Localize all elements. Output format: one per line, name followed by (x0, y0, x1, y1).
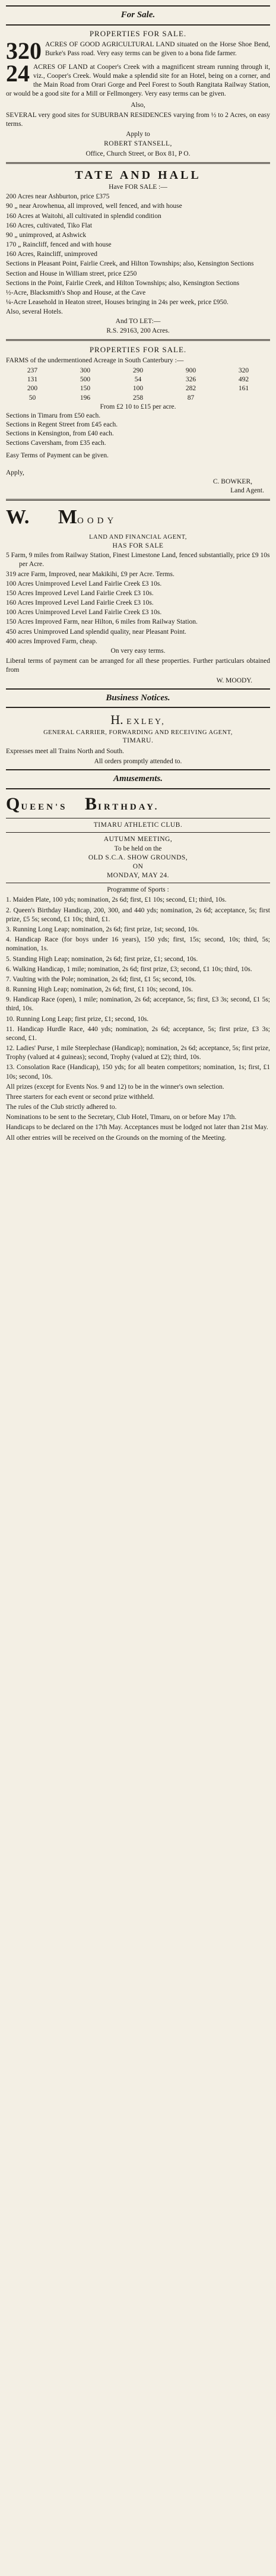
athletic-notes (6, 1083, 270, 1143)
exley-title (6, 711, 270, 728)
bowker-name: C. BOWKER, (212, 478, 252, 486)
tate-hall-list (6, 192, 270, 317)
athletic-event: 7. Vaulting with the Pole; nomination, 2s 6d; first, £1 5s; second, 10s. (6, 975, 196, 983)
athletic-held: To be held on the (114, 845, 162, 852)
bowker-acreage-cell: 200 (27, 385, 38, 393)
business-rule (6, 707, 270, 708)
moody-item: 160 Acres Improved Level Land Fairlie Creek £3 10s. (6, 599, 154, 607)
bowker-acreage-cell: 492 (238, 376, 249, 384)
moody-ad (6, 504, 270, 685)
bowker-acreage-cell (217, 394, 270, 403)
moody-item: 450 acres Unimproved Land splendid quality, near Pleasant Point. (6, 628, 186, 636)
moody-terms: Liberal terms of payment can be arranged for all these properties. Further particulars obtained from (6, 658, 270, 674)
athletic-date: MONDAY, MAY 24. (106, 872, 170, 880)
bowker-section-3: Sections in Kensington, from £40 each. (6, 430, 114, 438)
tate-hall-item: 170 „ Raincliff, fenced and with house (6, 241, 112, 249)
athletic-note: Handicaps to be declared on the 17th May. Acceptances must be lodged not later than 21st May. (6, 1124, 268, 1131)
stansell-ad-title: PROPERTIES FOR SALE. (89, 29, 187, 38)
exley-line-1: GENERAL CARRIER, FORWARDING AND RECEIVING AGENT, (43, 729, 233, 736)
athletic-event: 10. Running Long Leap; first prize, £1; second, 10s. (6, 1015, 149, 1023)
tate-hall-subtitle: Have FOR SALE :— (109, 184, 167, 191)
athletic-event: 13. Consolation Race (Handicap), 150 yds; for all beaten competitors; nomination, 1s; first, £1 10s; second, 10s. (6, 1064, 270, 1080)
bowker-acreage-cell: 258 (132, 394, 144, 402)
bowker-acreage-cell: 150 (80, 385, 91, 393)
tate-hall-item: 160 Acres, Raincliff, unimproved (6, 251, 98, 258)
moody-title (6, 504, 270, 531)
bowker-section-1: Sections in Timaru from £50 each. (6, 412, 101, 419)
bowker-acreage-cell: 100 (132, 385, 144, 393)
moody-sig: W. MOODY. (216, 677, 252, 684)
bowker-acreage-cell: 500 (80, 376, 91, 384)
amusements-header: Amusements. (113, 773, 163, 783)
tate-hall-item: Sections in Pleasant Point, Fairlie Creek, and Hilton Townships; also, Kensington Sections (6, 260, 254, 268)
tate-hall-item: 160 Acres, cultivated, Tiko Flat (6, 222, 93, 229)
bowker-acreage-cell: 161 (238, 385, 249, 393)
bowker-acreage-cell: 237 (27, 367, 38, 375)
divider-5 (6, 769, 270, 770)
bowker-ad (6, 344, 270, 496)
bowker-acreage-row (6, 366, 270, 375)
moody-item: 5 Farm, 9 miles from Railway Station, Finest Limestone Land, fenced substantially, price £9 10s per Acre. (6, 552, 270, 568)
for-sale-header: For Sale. (120, 10, 156, 20)
bowker-acreage-row (6, 375, 270, 384)
moody-item: 400 acres Improved Farm, cheap. (6, 637, 97, 645)
athletic-event: 6. Walking Handicap, 1 mile; nomination, 2s 6d; first prize, £3; second, £1 10s; third, 10s. (6, 965, 252, 973)
athletic-title-queens: UEEN'S (21, 802, 68, 812)
tate-hall-ad (6, 167, 270, 336)
tate-hall-item: 90 „ near Arowhenua, all improved, well fenced, and with house (6, 203, 182, 210)
exley-ad (6, 711, 270, 766)
moody-note: On very easy terms. (110, 647, 166, 655)
stansell-lot-3: SEVERAL very good sites for SUBURBAN RESIDENCES varying from ½ to 2 Acres, on easy terms. (6, 111, 270, 128)
tate-hall-item: Also, several Hotels. (6, 308, 63, 316)
athletic-events (6, 896, 270, 1081)
bowker-intro: FARMS of the undermentioned Acreage in South Canterbury :— (6, 356, 184, 364)
tate-hall-item: 200 Acres near Ashburton, price £375 (6, 193, 110, 201)
stansell-ad (6, 29, 270, 159)
moody-initial-m: M (58, 506, 77, 529)
tate-hall-item: ¼-Acre Leasehold in Heaton street, Houses bringing in 24s per week, price £950. (6, 299, 229, 306)
tate-hall-item: ½-Acre, Blacksmith's Shop and House, at the Cave (6, 289, 146, 296)
business-header: Business Notices. (106, 693, 170, 703)
stansell-lot-1-text: ACRES OF GOOD AGRICULTURAL LAND situated on the Horse Shoe Bend, Burke's Pass road. Very easy terms can be given to a bona fide farmer. (45, 40, 270, 58)
stansell-name: ROBERT STANSELL, (104, 140, 172, 148)
divider-4 (6, 688, 270, 690)
bowker-price: From £2 10 to £15 per acre. (100, 403, 176, 410)
athletic-event: 1. Maiden Plate, 100 yds; nomination, 2s 6d; first, £1 10s; second, £1; third, 10s. (6, 896, 227, 904)
athletic-programme-title: Programme of Sports : (107, 886, 169, 894)
athletic-note: The rules of the Club strictly adhered to. (6, 1104, 117, 1111)
for-sale-rule (6, 24, 270, 26)
moody-item: 150 Acres Improved Farm, near Hilton, 6 miles from Railway Station. (6, 618, 198, 626)
amusements-rule (6, 788, 270, 789)
stansell-lot-2 (6, 59, 270, 99)
stansell-lot-2-text: ACRES OF LAND at Cooper's Creek with a magnificent stream running through it, viz., Cooper's Creek. Would make a splendid site for an Hotel, being on a corner, and the Main Road from Orari Gorge and Peel Forest to South Rangitata Railway Station, or would be a good site for a Mill or Fellmongery. Very easy terms can be given. (6, 63, 270, 98)
exley-name: EXLEY, (126, 718, 166, 727)
athletic-initial-q: Q (6, 794, 21, 814)
tate-hall-item: Sections in the Point, Fairlie Creek, and Hilton Townships; also, Kensington Sections (6, 279, 240, 287)
moody-item: 150 Acres Improved Level Land Fairlie Creek £3 10s. (6, 589, 154, 597)
athletic-event: 9. Handicap Race (open), 1 mile; nomination, 2s 6d; acceptance, 5s; first, £3 3s; second, £1 5s; third, 10s. (6, 996, 270, 1013)
exley-expresses: Expresses meet all Trains North and South. (6, 747, 124, 755)
moody-subtitle: LAND AND FINANCIAL AGENT, (89, 534, 187, 541)
bowker-section-2: Sections in Regent Street from £45 each. (6, 421, 118, 429)
bowker-acreage-cell: 326 (185, 376, 196, 384)
athletic-title-birthday: IRTHDAY. (98, 802, 160, 812)
newspaper-column (0, 0, 276, 1150)
athletic-event: 4. Handicap Race (for boys under 16 years), 150 yds; first, 15s; second, 10s; third, 5s; nomination, 1s. (6, 936, 270, 953)
tate-hall-item: 90 „ unimproved, at Ashwick (6, 231, 87, 239)
bowker-acreage-cell: 290 (132, 367, 144, 375)
bowker-acreage-cell: 900 (185, 367, 196, 375)
bowker-apply: Apply, (6, 469, 24, 476)
athletic-note: Nominations to be sent to the Secretary, Club Hotel, Timaru, on or before May 17th. (6, 1114, 237, 1121)
athletic-ad (6, 792, 270, 1143)
athletic-event: 11. Handicap Hurdle Race, 440 yds; nomination, 2s 6d; acceptance, 5s; first prize, £3 3s; second, £1. (6, 1025, 270, 1042)
bowker-acreage-cell: 300 (80, 367, 91, 375)
divider-2 (6, 339, 270, 341)
athletic-rule-2 (6, 832, 270, 833)
bowker-acreage-cell: 196 (80, 394, 91, 402)
bowker-acreage-row (6, 394, 270, 403)
exley-orders: All orders promptly attended to. (94, 757, 182, 765)
moody-name-rest: OODY (77, 516, 118, 526)
bowker-ad-title: PROPERTIES FOR SALE. (89, 344, 187, 354)
athletic-event: 5. Standing High Leap; nomination, 2s 6d; first prize, £1; second, 10s. (6, 955, 198, 963)
athletic-note: All prizes (except for Events Nos. 9 and 12) to be in the winner's own selection. (6, 1083, 224, 1091)
bowker-role: Land Agent. (230, 487, 264, 495)
moody-initial-w: W. (6, 506, 30, 529)
top-rule (6, 5, 270, 7)
exley-line-2: TIMARU. (122, 737, 154, 745)
bowker-section-4: Sections Caversham, from £35 each. (6, 439, 106, 447)
tate-hall-item: 160 Acres at Waitohi, all cultivated in splendid condition (6, 212, 161, 220)
tate-hall-also: And TO LET:— (115, 318, 161, 325)
tate-hall-item: Section and House in William street, price £250 (6, 270, 137, 277)
athletic-meeting: AUTUMN MEETING, (103, 836, 173, 843)
tate-hall-title: TATE AND HALL (75, 168, 201, 182)
stansell-also: Also, (131, 101, 145, 109)
athletic-event: 12. Ladies' Purse, 1 mile Steeplechase (Handicap); nomination, 2s 6d; acceptance, 5s; first prize, Trophy (valued at 4 guineas); second, Trophy (valued at £2); third, 10s. (6, 1045, 270, 1061)
bowker-acreage-cell: 131 (27, 376, 38, 384)
bowker-acreage-cell: 50 (28, 394, 36, 402)
athletic-note: Three starters for each event or second prize withheld. (6, 1093, 155, 1101)
stansell-lot-1 (6, 37, 270, 64)
athletic-note: All other entries will be received on the Grounds on the morning of the Meeting. (6, 1134, 227, 1142)
athletic-event: 2. Queen's Birthday Handicap, 200, 300, and 440 yds; nomination, 2s 6d; acceptance, 5s; first prize, £5 5s; second, £1 10s; third, £1. (6, 906, 270, 923)
bowker-terms: Easy Terms of Payment can be given. (6, 451, 109, 459)
stansell-lot-2-number: 24 (6, 59, 30, 87)
moody-list (6, 551, 270, 646)
moody-has: HAS FOR SALE (112, 542, 164, 550)
bowker-acreage-cell: 282 (185, 385, 196, 393)
athletic-initial-b: B (85, 794, 99, 814)
divider-3 (6, 499, 270, 501)
athletic-title (6, 792, 270, 816)
athletic-event: 3. Running Long Leap; nomination, 2s 6d; first prize, 1st; second, 10s. (6, 926, 199, 933)
moody-item: 100 Acres Unimproved Level Land Fairlie Creek £3 10s. (6, 609, 162, 617)
bowker-acreage-cell: 54 (134, 376, 142, 384)
athletic-event: 8. Running High Leap; nomination, 2s 6d; first, £1 10s; second, 10s. (6, 986, 193, 994)
divider-1 (6, 162, 270, 164)
bowker-acreage-cell: 87 (187, 394, 195, 402)
athletic-on: ON (132, 862, 144, 870)
tate-hall-let: R.S. 29163, 200 Acres. (106, 327, 170, 334)
moody-item: 319 acre Farm, Improved, near Makikihi, £9 per Acre. Terms. (6, 570, 175, 578)
exley-initial: H. (110, 712, 123, 728)
bowker-acreage-row (6, 384, 270, 393)
bowker-acreage-table (6, 366, 270, 403)
stansell-office: Office, Church Street, or Box 81, P O. (85, 150, 191, 157)
stansell-lot-1-number: 320 (6, 37, 42, 64)
stansell-apply: Apply to (126, 131, 150, 138)
athletic-grounds: OLD S.C.A. SHOW GROUNDS, (88, 854, 188, 861)
moody-item: 100 Acres Unimproved Level Land Fairlie Creek £3 10s. (6, 580, 162, 587)
athletic-club: TIMARU ATHLETIC CLUB. (93, 821, 183, 829)
bowker-acreage-cell: 320 (238, 367, 249, 375)
